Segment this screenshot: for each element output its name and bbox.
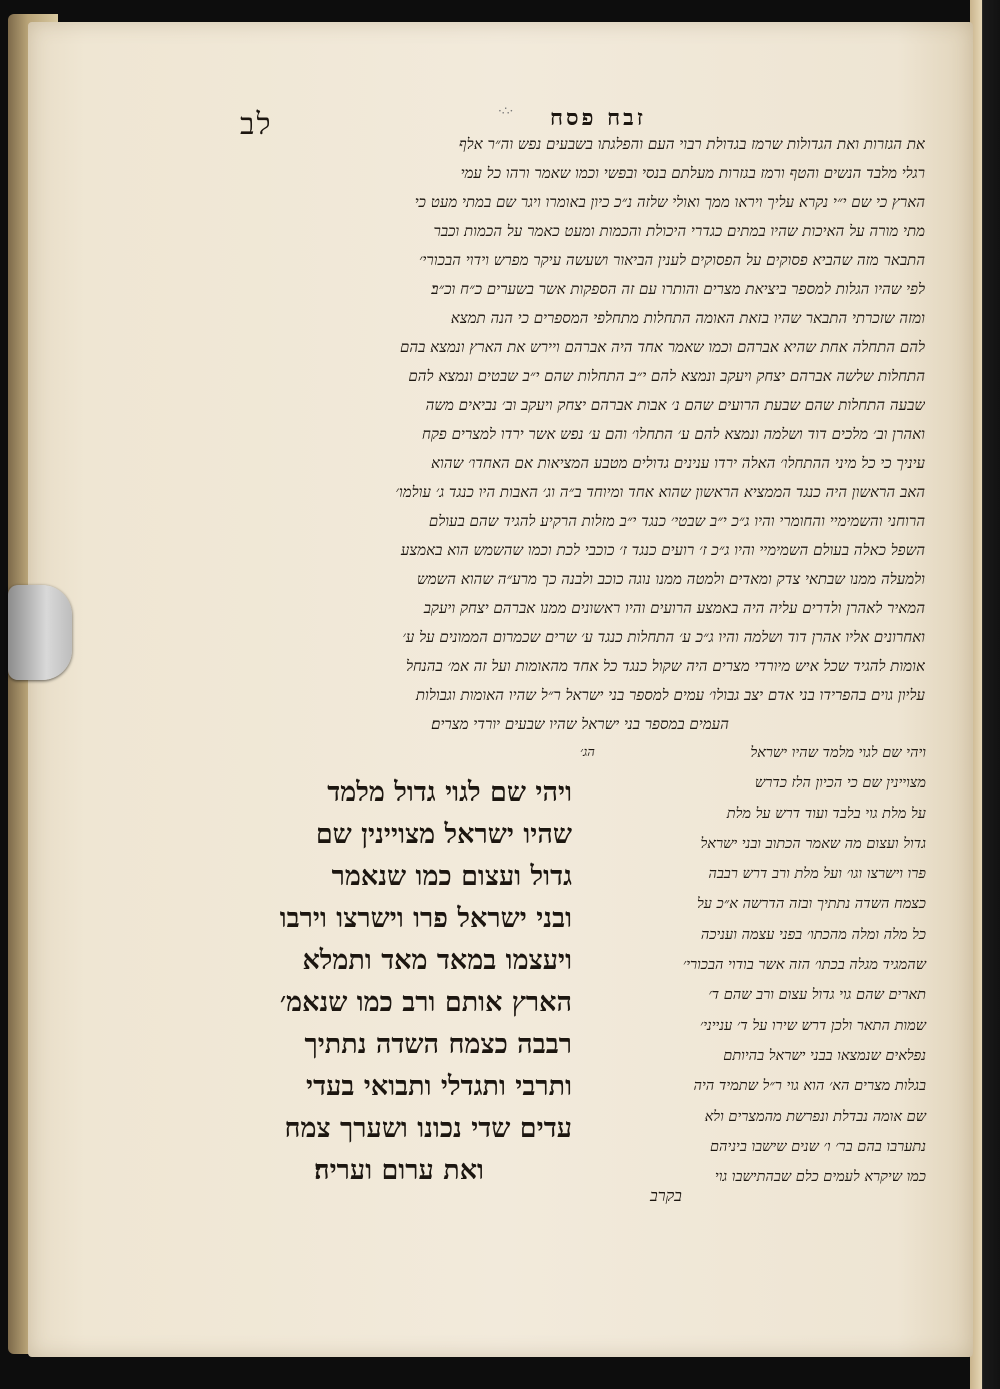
commentary-line: הארץ כי שם י״י נקרא עליך ויראו ממך ואולי שלזה נ״כ כיון באומרו ויגר שם במתי מעט כי bbox=[414, 193, 925, 211]
main-text-line: הארץ אותם ורב כמו שנאמ׳ bbox=[279, 987, 572, 1018]
main-text-line: רבבה כצמח השדה נתתיך bbox=[304, 1029, 572, 1060]
commentary-line: להם התחלה אחת שהיא אברהם וכמו שאמר אחד היה אברהם ויירש את הארץ ונמצא בהם bbox=[400, 338, 925, 356]
commentary-line: התחלות שלשה אברהם יצחק ויעקב ונמצא להם י״ב התחלות שהם י״ב שבטים ונמצא להם bbox=[408, 367, 925, 385]
side-lemma-marker: הג׳ bbox=[580, 745, 595, 760]
main-text-line: שהיו ישראל מצויינין שם bbox=[315, 819, 572, 850]
commentary-line: העמים במספר בני ישראל שהיו שבעים יורדי מצרים׃ bbox=[431, 715, 729, 733]
side-commentary-block bbox=[580, 738, 926, 1192]
main-text-line: ויהי שם לגוי גדול מלמד bbox=[327, 777, 572, 808]
side-commentary-line: כצמח השדה נתתיך ובזה הדרשה א״כ על bbox=[697, 896, 926, 913]
side-commentary-line: מצויינין שם כי הכיון הלז כדרש bbox=[754, 775, 926, 792]
commentary-line: לפי שהיו הגלות למספר ביציאת מצרים והותרו עם זה הספקות אשר בשערים כ״ח וכ״ב׃ bbox=[431, 280, 925, 298]
side-commentary-line: בגלות מצרים הא׳ הוא גוי ר״ל שתמיד היה bbox=[693, 1078, 926, 1095]
side-commentary-line: נפלאים שנמצאו בבני ישראל בהיותם bbox=[723, 1047, 926, 1064]
side-commentary-line: כל מלה ומלה מהכתו׳ בפני עצמה ועניכה bbox=[700, 926, 926, 943]
side-commentary-line: שמות התאר ולכן דרש שירו על ד׳ ענייני׳ bbox=[699, 1017, 926, 1034]
side-commentary-line: שהמגיד מגלה בכתו׳ הזה אשר בודוי הבכורי׳ bbox=[682, 957, 926, 974]
main-text-block bbox=[226, 772, 572, 1192]
commentary-line: ולמעלה ממנו שבתאי צדק ומאדים ולמטה ממנו נוגה כוכב ולבנה כך מרע״ה שהוא השמש bbox=[417, 570, 925, 588]
commentary-line: הרוחני והשמימיי והחומרי והיו ג״כ י״ב שבטי׳ כנגד י״ב מזלות הרקיע להגיד שהם בעולם bbox=[428, 512, 925, 530]
side-commentary-line: כמו שיקרא לעמים כלם שבהתישבו גוי bbox=[714, 1169, 926, 1186]
side-commentary-line: נתערבו בהם בר׳ ו׳ שנים שישבו ביניהם bbox=[709, 1138, 926, 1155]
commentary-line: האב הראשון היה כנגד הממציא הראשון שהוא אחד ומיוחד ב״ה וג׳ האבות היו כנגד ג׳ עולמו׳ bbox=[395, 483, 925, 501]
commentary-line: השפל כאלה בעולם השמימיי והיו ג״כ ז׳ רועים כנגד ז׳ כוכבי לכת וכמו שהשמש הוא באמצע bbox=[400, 541, 925, 559]
commentary-line: המאיר לאהרן ולדרים עליה היה באמצע הרועים והיו ראשונים ממנו אברהם יצחק ויעקב bbox=[423, 599, 925, 617]
commentary-line: ואחרונים אליו אהרן דוד ושלמה והיו ג״כ ע׳ התחלות כנגד ע׳ שרים שכמרום הממונים על ע׳ bbox=[402, 628, 925, 646]
book-clip bbox=[8, 585, 72, 680]
main-text-line: ואת ערום ועריה׃ bbox=[314, 1155, 484, 1186]
side-commentary-line: תארים שהם גוי גדול עצום ורב שהם ד׳ bbox=[708, 987, 926, 1004]
side-commentary-line: שם אומה נבדלת ונפרשת מהמצרים ולא bbox=[704, 1108, 926, 1125]
main-text-line: ובני ישראל פרו וישרצו וירבו bbox=[279, 903, 572, 934]
main-text-line: ותרבי ותגדלי ותבואי בעדי bbox=[306, 1071, 572, 1102]
side-commentary-line: על מלת גוי בלבד ועוד דרש על מלת bbox=[726, 805, 926, 822]
commentary-line: התבאר מזה שהביא פסוקים על הפסוקים לענין הביאור ושעשה עיקר מפרש וידוי הבכורי׳ bbox=[418, 251, 925, 269]
commentary-line: מתי מורה על האיכות שהיו במתים כגדרי היכולת והכמות ומעט כאמר על הכמות וכבר bbox=[433, 222, 925, 240]
commentary-line: אומות להגיד שכל איש מיורדי מצרים היה שקול כנגד כל אחד מהאומות ועל זה אמ׳ בהנחל bbox=[405, 657, 925, 675]
facing-page-edge bbox=[970, 0, 1000, 1389]
side-commentary-line: גדול ועצום מה שאמר הכתוב ובני ישראל bbox=[700, 835, 926, 852]
commentary-line: רגלי מלבד הנשים והטף ורמז בגזרות מעלתם בנסי ובפשי וכמו שאמר ורהו כל עמי bbox=[460, 164, 925, 182]
ornament-mark: ·∴· bbox=[498, 104, 514, 118]
main-text-line: עדים שדי נכונו ושערך צמח bbox=[284, 1113, 572, 1144]
commentary-line: את הגזרות ואת הגדולות שרמז בגדולת רבוי העם והפלגתו בשבעים נפש וה״ר אלף bbox=[458, 135, 925, 153]
running-title: זבח פסח bbox=[550, 105, 646, 131]
upper-commentary-block bbox=[235, 130, 925, 739]
main-text-line: גדול ועצום כמו שנאמר bbox=[331, 861, 572, 892]
catchword: בקרב bbox=[650, 1186, 682, 1205]
commentary-line: עליון גוים בהפרידו בני אדם יצב גבולו׳ עמים למספר בני ישראל ר״ל שהיו האומות וגבולות bbox=[415, 686, 925, 704]
folio-number: לב bbox=[240, 107, 273, 142]
side-commentary-line: פרו וישרצו וגו׳ ועל מלת ורב דרש רבבה bbox=[708, 866, 926, 883]
side-commentary-line: ויהי שם לגוי מלמד שהיו ישראל bbox=[750, 745, 926, 761]
commentary-line: ומזה שזכרתי התבאר שהיו בזאת האומה התחלות מתחלפי המספרים כי הנה תמצא bbox=[450, 309, 925, 327]
commentary-line: שבעה התחלות שהם שבעת הרועים שהם נ׳ אבות אברהם יצחק ויעקב וב׳ נביאים משה bbox=[425, 396, 925, 414]
commentary-line: עיניך כי כל מיני ההתחלו׳ האלה ירדו ענינים גדולים מטבע המציאות אם האחדו׳ שהוא bbox=[431, 454, 925, 472]
commentary-line: ואהרן וב׳ מלכים דוד ושלמה ונמצא להם ע׳ התחלו׳ והם ע׳ נפש אשר ירדו למצרים פקח bbox=[422, 425, 925, 443]
main-text-line: ויעצמו במאד מאד ותמלא bbox=[302, 945, 572, 976]
